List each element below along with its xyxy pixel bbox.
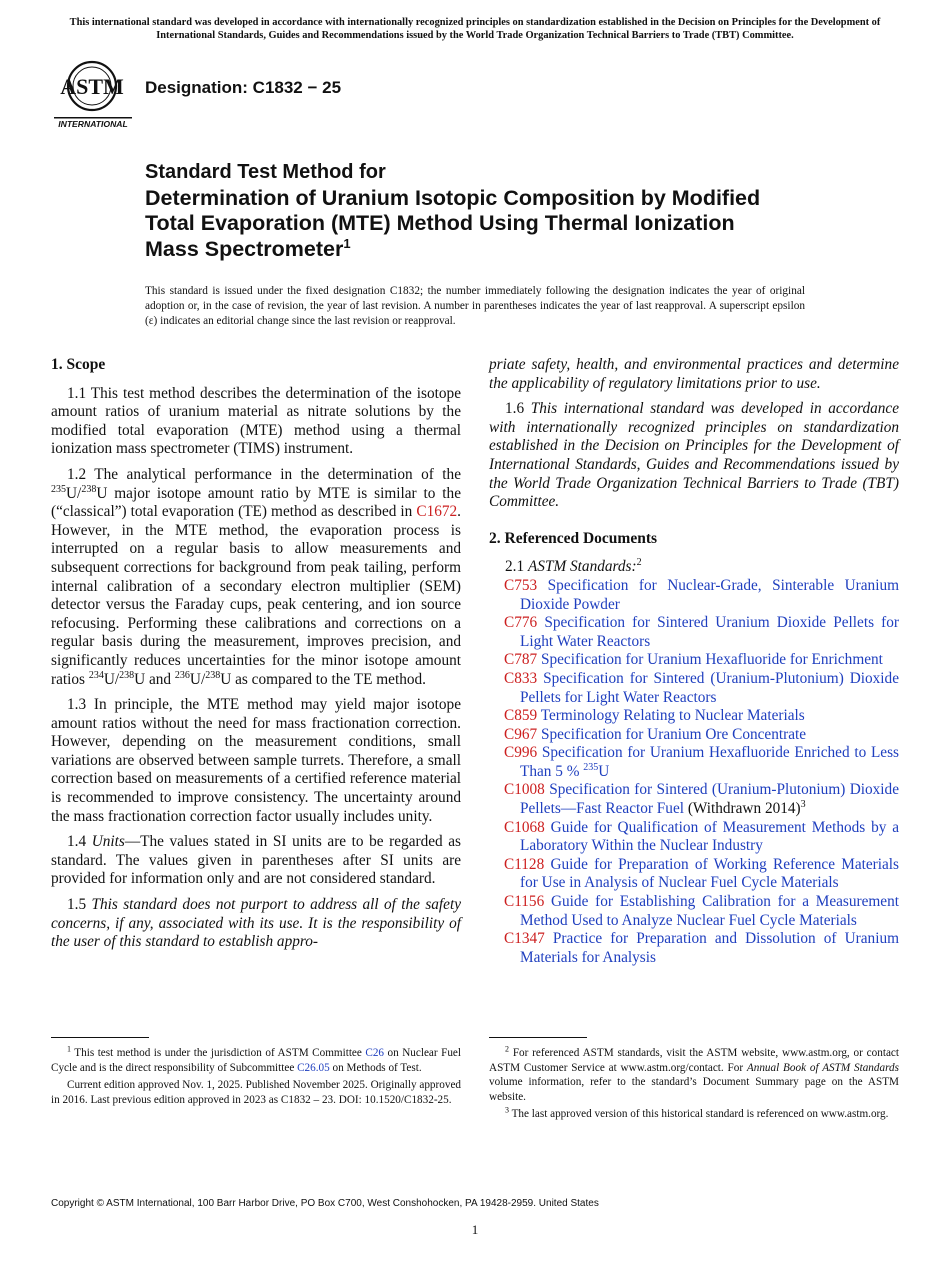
footnote-1: $^1$ This test method is under the jurisdiction of ASTM Committee C26 on Nuclear Fuel Cycle and is the direct responsibility of Subcommittee C26.05 on Methods of Test. xyxy=(51,1044,461,1074)
para-1-5-continued: priate safety, health, and environmental practices and determine the applicability of regulatory limitations prior to use. xyxy=(489,356,899,392)
copyright: Copyright © ASTM International, 100 Barr Harbor Drive, PO Box C700, West Conshohocken, PA 19428-2959. United States xyxy=(51,1198,599,1209)
title-line-3: Total Evaporation (MTE) Method Using Thermal Ionization xyxy=(145,211,735,235)
designation: Designation: C1832 − 25 xyxy=(145,78,342,97)
reference-title-link[interactable]: Specification for Uranium Hexafluoride Enriched to Less Than 5 % xyxy=(520,744,899,780)
reference-item xyxy=(489,651,899,670)
right-column xyxy=(489,356,899,967)
reference-code-link[interactable]: C1156 xyxy=(504,893,545,911)
page-number: 1 xyxy=(471,1222,479,1237)
section-1-heading: 1. Scope xyxy=(51,356,106,373)
link-c1672[interactable]: C1672 xyxy=(416,503,458,521)
footnote-2: $^2$ For referenced ASTM standards, visit the ASTM website, www.astm.org, or contact ASTM Customer Service at www.astm.org/contact. For Annual Book of ASTM Standards volume information, refer to the standard’s Document Summary page on the ASTM website. xyxy=(489,1044,899,1103)
reference-code-link[interactable]: C859 xyxy=(504,707,538,725)
reference-item xyxy=(489,670,899,707)
reference-code-link[interactable]: C787 xyxy=(504,651,538,669)
reference-title-link[interactable]: Specification for Sintered Uranium Dioxide Pellets for Light Water Reactors xyxy=(520,614,900,650)
footnote-rule-right xyxy=(489,1037,587,1038)
logo-international-text: INTERNATIONAL xyxy=(58,119,128,129)
para-1-5: 1.5 This standard does not purport to address all of the safety concerns, if any, associated with its use. It is the responsibility of the user of this standard to establish appro- xyxy=(51,896,462,951)
issued-note: This standard is issued under the fixed designation C1832; the number immediately following the designation indicates the year of original adoption or, in the case of revision, the year of last revision. A number in parentheses indicates the year of last reapproval. A superscript epsilon (ε) indicates an editorial change since the last revision or reapproval. xyxy=(145,285,805,327)
document-title xyxy=(145,160,865,262)
reference-title-link[interactable]: Guide for Preparation of Working Reference Materials for Use in Analysis of Nuclear Fuel Cycle Materials xyxy=(520,855,900,892)
reference-item xyxy=(489,930,899,967)
footnote-3: $^3$ The last approved version of this historical standard is referenced on www.astm.org. xyxy=(505,1105,889,1120)
para-1-1: 1.1 This test method describes the determination of the isotope amount ratios of uranium material as nitrate solutions by the modified total evaporation (MTE) method using a thermal ionization mass spectrometer (TIMS) instrument. xyxy=(51,384,461,458)
para-1-3: 1.3 In principle, the MTE method may yield major isotope amount ratios without the need for mass fractionation correction. However, depending on the measurement conditions, small variations are observed between sample turrets. Therefore, a small correction based on measurements of a certified reference material is recommended to improve consistency. The uncertainty around the mass fractionation correction factor usually includes unity. xyxy=(51,696,461,825)
reference-code-link[interactable]: C996 xyxy=(504,744,538,762)
astm-logo xyxy=(52,56,134,132)
title-footnote-mark: 1 xyxy=(343,235,351,251)
footnote-1-edition: Current edition approved Nov. 1, 2025. Published November 2025. Originally approved in 2016. Last previous edition approved in 2023 as C1832 – 23. DOI: 10.1520/C1832-25. xyxy=(51,1079,461,1106)
para-1-4: 1.4 Units—The values stated in SI units are to be regarded as standard. The values given in parentheses after SI units are provided for information only and are not considered standard. xyxy=(51,833,461,888)
title-line-4: Mass Spectrometer xyxy=(145,236,344,261)
withdrawn-note: (Withdrawn 2014) xyxy=(684,800,801,818)
para-1-2: 1.2 The analytical performance in the determination of the $^{235}$U/$^{238}$U major isotope amount ratio by MTE is similar to the (“classical”) total evaporation (TE) method as described in C1672. However, in the MTE method, the evaporation process is interrupted on a regular basis to allow measurements and subsequent corrections for background from peak tailing, perform internal calibration of a secondary electron multiplier (SEM) detector versus the Faraday cups, peak centering, and ion source refocusing. Performing these calibrations and corrections on a regular basis during the measurement, improves precision, and significantly reduces uncertainties for the minor isotope amount ratios $^{234}$U/$^{238}$U and $^{236}$U/$^{238}$U as compared to the TE method. xyxy=(51,465,461,688)
section-2-heading: 2. Referenced Documents xyxy=(489,529,658,547)
reference-title-link[interactable]: Specification for Uranium Ore Concentrate xyxy=(540,725,807,743)
reference-item xyxy=(489,707,899,726)
para-1-6: 1.6 This international standard was developed in accordance with internationally recognized principles on standardization established in the Decision on Principles for the Development of International Standards, Guides and Recommendations issued by the World Trade Organization Technical Barriers to Trade (TBT) Committee. xyxy=(489,400,899,511)
footnotes-right xyxy=(489,1046,899,1125)
reference-item: C1008 Specification for Sintered (Uranium-Plutonium) Dioxide Pellets—Fast Reactor Fuel (Withdrawn 2014)$^3$ xyxy=(504,781,899,818)
title-line-2: Determination of Uranium Isotopic Composition by Modified xyxy=(145,185,761,210)
reference-item xyxy=(489,856,899,893)
logo-letters: ASTM xyxy=(60,74,124,99)
reference-title-link[interactable]: Guide for Qualification of Measurement Methods by a Laboratory Within the Nuclear Industry xyxy=(520,818,899,855)
footnotes-left xyxy=(51,1046,461,1110)
reference-item xyxy=(489,614,899,651)
reference-title-link[interactable]: Specification for Nuclear-Grade, Sinterable Uranium Dioxide Powder xyxy=(520,576,900,613)
reference-code-link[interactable]: C1008 xyxy=(504,781,545,799)
para-2-1: 2.1 ASTM Standards:$^2$ xyxy=(505,557,642,576)
top-note: This international standard was developed in accordance with internationally recognized principles on standardization established in the Decision on Principles for the Development of International Standards, Guides and Recommendations issued by the World Trade Organization Technical Barriers to Trade (TBT) Committee. xyxy=(69,17,881,41)
title-line-1: Standard Test Method for xyxy=(145,161,386,183)
reference-title-link[interactable]: Guide for Establishing Calibration for a Measurement Method Used to Analyze Nuclear Fuel Cycle Materials xyxy=(520,893,899,929)
reference-code-link[interactable]: C833 xyxy=(504,669,538,687)
reference-code-link[interactable]: C753 xyxy=(504,576,538,594)
link-c26[interactable]: C26 xyxy=(365,1047,385,1059)
reference-title-link[interactable]: Practice for Preparation and Dissolution of Uranium Materials for Analysis xyxy=(520,930,899,966)
left-column xyxy=(51,356,461,959)
reference-title-link[interactable]: Terminology Relating to Nuclear Materials xyxy=(540,707,805,725)
footnote-rule-left xyxy=(51,1037,149,1038)
reference-item xyxy=(489,726,899,745)
referenced-standards-list xyxy=(489,577,899,967)
reference-item xyxy=(489,893,899,930)
reference-title-link[interactable]: Specification for Sintered (Uranium-Plutonium) Dioxide Pellets—Fast Reactor Fuel xyxy=(520,781,899,818)
reference-code-link[interactable]: C967 xyxy=(504,725,538,743)
reference-item: C996 Specification for Uranium Hexafluoride Enriched to Less Than 5 % $^{235}$U xyxy=(504,744,899,780)
link-c26-05[interactable]: C26.05 xyxy=(297,1061,330,1074)
reference-code-link[interactable]: C776 xyxy=(504,614,538,632)
reference-code-link[interactable]: C1128 xyxy=(504,855,545,873)
reference-title-link[interactable]: Specification for Sintered (Uranium-Plutonium) Dioxide Pellets for Light Water Reactors xyxy=(520,669,899,706)
reference-code-link[interactable]: C1347 xyxy=(504,930,545,948)
reference-item xyxy=(489,577,899,614)
reference-title-link[interactable]: Specification for Uranium Hexafluoride for Enrichment xyxy=(540,651,883,669)
reference-item xyxy=(489,819,899,856)
reference-code-link[interactable]: C1068 xyxy=(504,818,545,836)
